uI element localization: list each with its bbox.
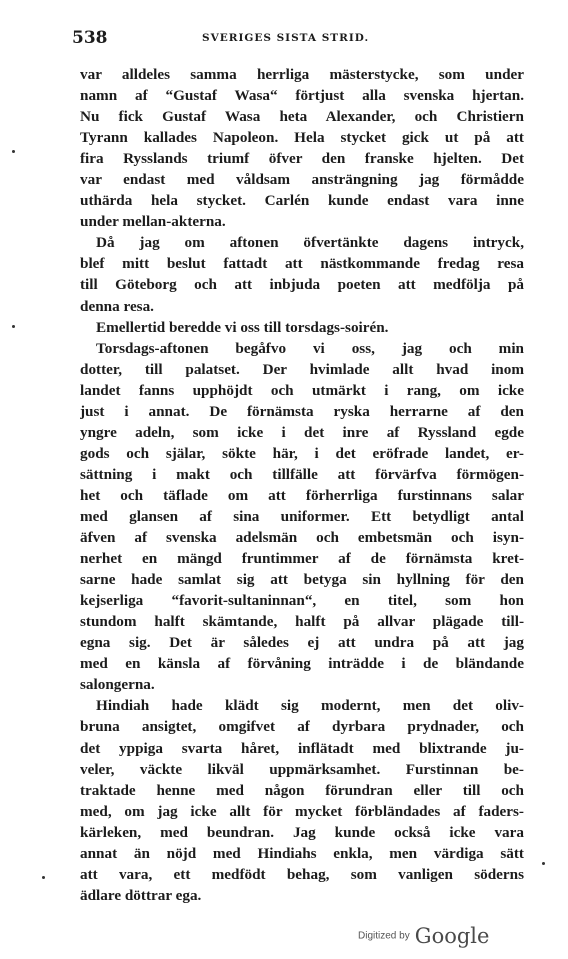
text-line: Torsdags-aftonen begåfvo vi oss, jag och min: [96, 339, 524, 357]
text-line: Hindiah hade klädt sig modernt, men det oliv-: [96, 697, 524, 715]
text-line: sättning i makt och tillfälle att förvärfva förmögen-: [80, 465, 524, 483]
text-line: just i annat. De förnämsta ryska herrarne af den: [80, 402, 524, 420]
text-line: bruna ansigtet, omgifvet af dyrbara prydnader, och: [80, 718, 524, 736]
text-line: fira Rysslands triumf öfver den franske hjelten. Det: [80, 150, 524, 168]
text-line: het och täflade om att förherrliga furstinnans salar: [80, 486, 524, 504]
text-line: ädlare döttrar ega.: [80, 886, 202, 904]
text-line: med, om jag icke allt för mycket förbländades af faders-: [80, 802, 524, 820]
text-line: med glansen af sina uniformer. Ett betydligt antal: [80, 507, 524, 525]
text-line: nerhet en mängd fruntimmer af de förnämsta kret-: [80, 550, 524, 568]
text-line: veler, väckte likväl uppmärksamhet. Furstinnan be-: [80, 760, 524, 778]
text-line: yngre adeln, som icke i det inre af Ryssland egde: [80, 423, 524, 441]
google-logo: Google: [414, 924, 490, 948]
page-number: 538: [72, 28, 108, 48]
text-line: namn af “Gustaf Wasa“ förtjust alla svenska hjertan.: [80, 87, 524, 105]
text-line: gods och själar, sökte här, i det eröfrade landet, er-: [80, 444, 524, 462]
text-line: stundom halft skämtande, halft på allvar plägade till-: [80, 613, 524, 631]
text-line: under mellan-akterna.: [80, 213, 226, 231]
text-line: landet fanns upphöjdt och utmärkt i rang, om icke: [80, 381, 524, 399]
text-line: till Göteborg och att inbjuda poeten att medfölja på: [80, 276, 524, 294]
text-line: salongerna.: [80, 676, 155, 694]
text-line: egna sig. Det är således ej att undra på att jag: [80, 634, 524, 652]
text-line: Emellertid beredde vi oss till torsdags-soirén.: [96, 318, 389, 336]
scan-speck: [42, 876, 45, 879]
text-line: kejserliga “favorit-sultaninnan“, en titel, som hon: [80, 592, 524, 610]
text-line: var endast med våldsam ansträngning jag förmådde: [80, 171, 524, 189]
body-text: [80, 64, 524, 906]
text-line: sarne hade samlat sig att betyga sin hyllning för den: [80, 571, 524, 589]
text-line: Då jag om aftonen öfvertänkte dagens intryck,: [96, 234, 524, 252]
scan-speck: [12, 150, 15, 153]
text-line: Tyrann kallades Napoleon. Hela stycket gick ut på att: [80, 129, 524, 147]
text-line: äfven af svenska adelsmän och embetsmän och isyn-: [80, 529, 524, 547]
text-line: uthärda hela stycket. Carlén kunde endast vara inne: [80, 192, 524, 210]
digitized-by-label: Digitized by: [358, 930, 410, 942]
page-header: [72, 28, 527, 50]
text-line: med en känsla af förvåning inträdde i de bländande: [80, 655, 524, 673]
text-line: det yppiga svarta håret, inflätadt med blixtrande ju-: [80, 739, 524, 757]
scan-speck: [542, 862, 545, 865]
text-line: att vara, ett medfödt behag, som vanligen söderns: [80, 865, 524, 883]
text-line: var alldeles samma herrliga mästerstycke, som under: [80, 66, 524, 83]
text-line: denna resa.: [80, 297, 154, 315]
scan-speck: [12, 325, 15, 328]
text-line: blef mitt beslut fattadt att nästkommande fredag resa: [80, 255, 524, 273]
text-line: Nu fick Gustaf Wasa heta Alexander, och Christiern: [80, 108, 524, 126]
running-title: SVERIGES SISTA STRID.: [202, 32, 370, 44]
text-line: dotter, till palatset. Der hvimlade allt hvad inom: [80, 360, 524, 378]
text-line: traktade henne med någon förundran eller till och: [80, 781, 524, 799]
text-line: annat än nöjd med Hindiahs enkla, men värdiga sätt: [80, 844, 524, 862]
digitized-by-google-watermark: [358, 924, 489, 954]
text-line: kärleken, med beundran. Jag kunde också icke vara: [80, 823, 524, 841]
